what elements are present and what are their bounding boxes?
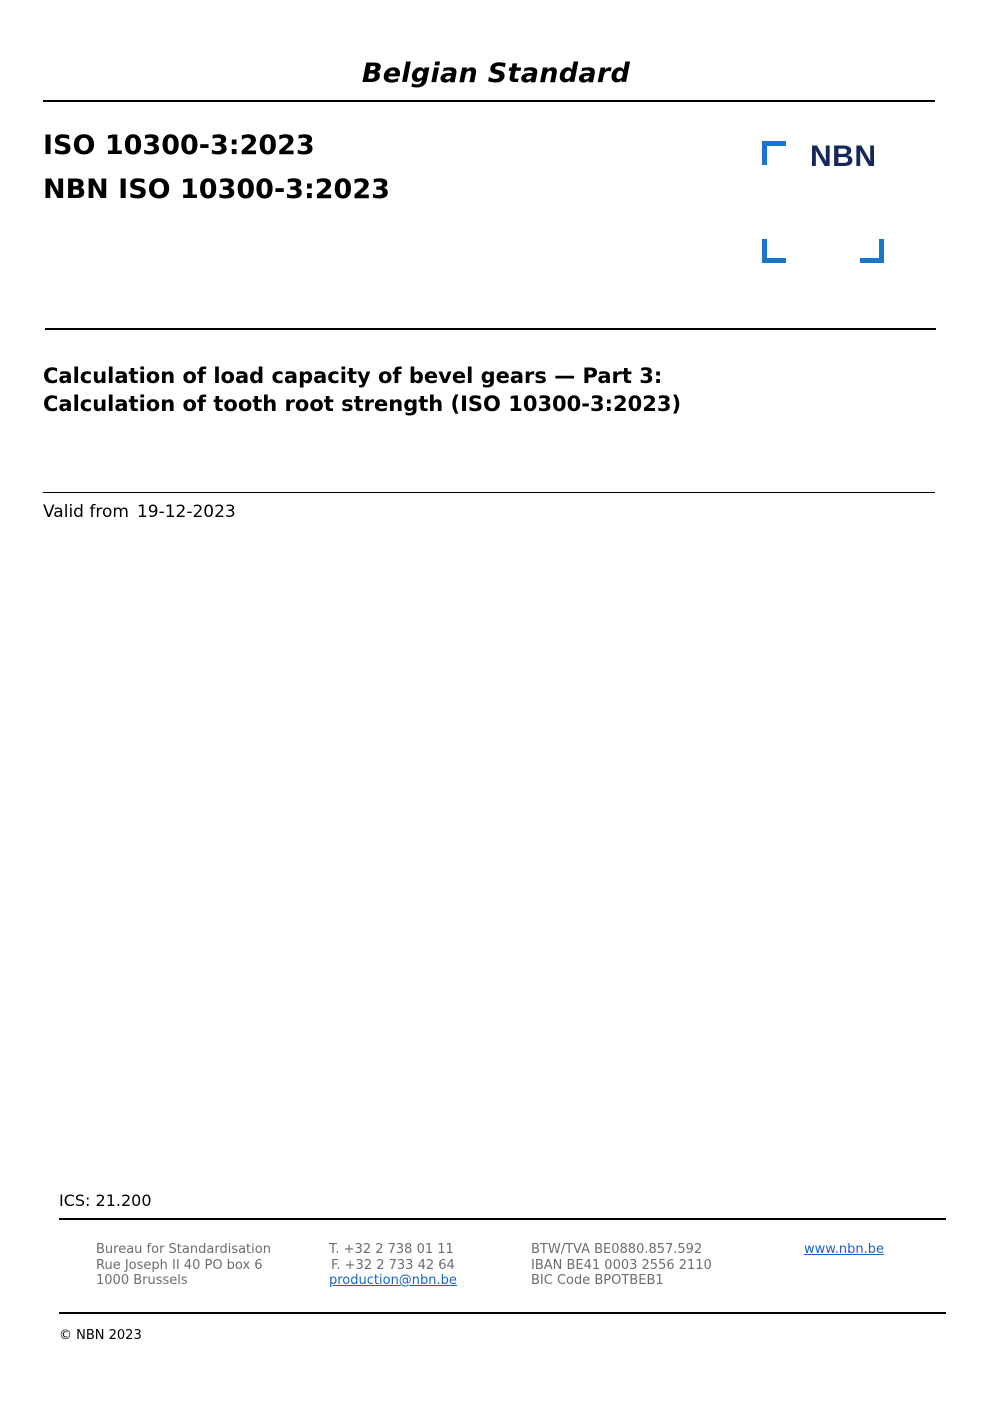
divider xyxy=(59,1218,946,1220)
fax-number: F. +32 2 733 42 64 xyxy=(331,1257,455,1273)
address-line: Bureau for Standardisation xyxy=(96,1242,271,1257)
logo-corner-icon xyxy=(762,141,786,165)
address-line: Rue Joseph II 40 PO box 6 xyxy=(96,1257,263,1273)
title-line-1: Calculation of load capacity of bevel gears — Part 3: xyxy=(43,364,663,388)
logo-corner-icon xyxy=(762,239,786,263)
bic-code: BIC Code BPOTBEB1 xyxy=(531,1273,664,1288)
footer-address xyxy=(96,1242,271,1289)
iban: IBAN BE41 0003 2556 2110 xyxy=(531,1257,712,1273)
ics-code: ICS: 21.200 xyxy=(59,1191,152,1210)
footer-banking xyxy=(531,1242,712,1289)
divider xyxy=(43,100,935,102)
nbn-standard-code: NBN ISO 10300-3:2023 xyxy=(43,174,390,205)
title-line-2: Calculation of tooth root strength (ISO 10300-3:2023) xyxy=(43,392,682,416)
iso-standard-code: ISO 10300-3:2023 xyxy=(43,130,315,161)
validity-label: Valid from xyxy=(43,502,129,522)
email-link[interactable]: production@nbn.be xyxy=(329,1273,457,1288)
website-link[interactable]: www.nbn.be xyxy=(804,1242,884,1257)
logo-corner-icon xyxy=(860,239,884,263)
divider xyxy=(59,1312,946,1314)
footer-website xyxy=(804,1242,884,1258)
divider xyxy=(43,492,935,493)
document-title xyxy=(43,362,843,418)
address-line: 1000 Brussels xyxy=(96,1273,188,1288)
nbn-logo xyxy=(762,141,884,263)
validity-date: 19-12-2023 xyxy=(136,502,236,522)
nbn-wordmark: NBN xyxy=(810,140,877,173)
copyright-notice: © NBN 2023 xyxy=(59,1328,142,1343)
document-type-heading: Belgian Standard xyxy=(361,58,631,89)
footer-contact xyxy=(329,1242,457,1289)
vat-number: BTW/TVA BE0880.857.592 xyxy=(531,1242,703,1257)
divider xyxy=(45,328,936,330)
phone-number: T. +32 2 738 01 11 xyxy=(329,1242,454,1257)
validity-line xyxy=(43,502,236,522)
